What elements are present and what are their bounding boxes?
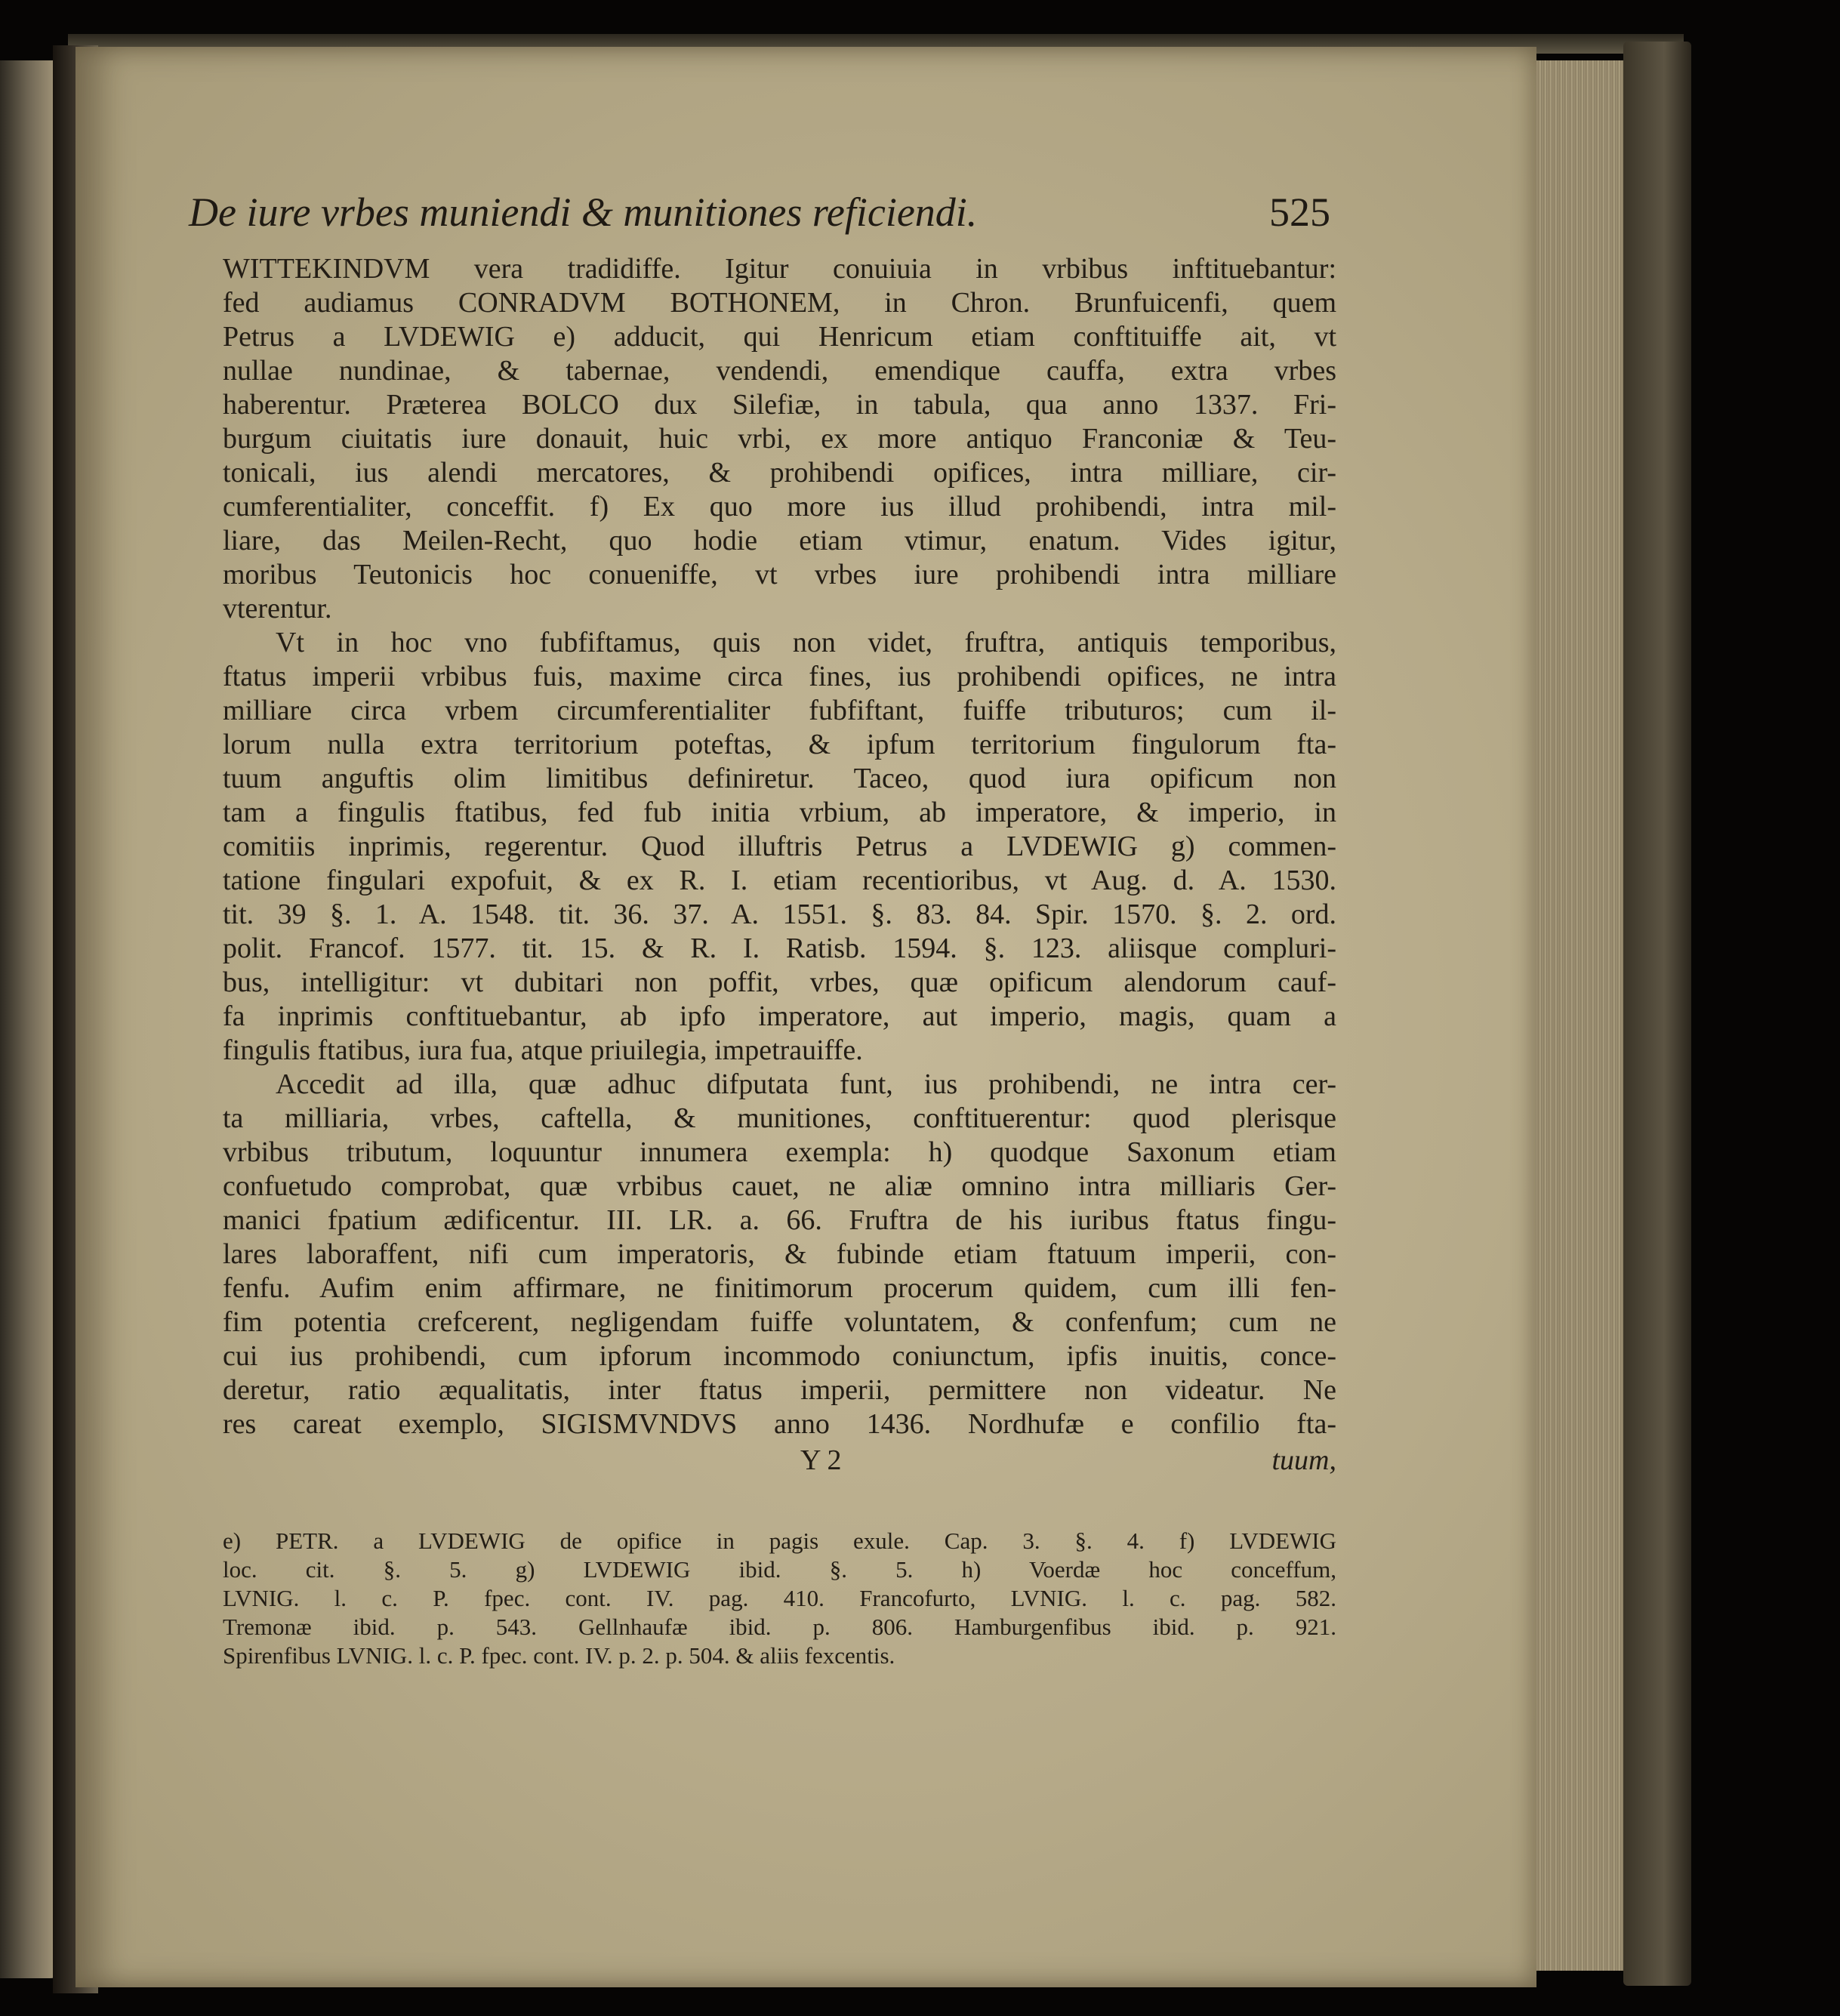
text-line: manici fpatium ædificentur. III. LR. a. 66. Fruftra de his iuribus ftatus fingu-	[223, 1204, 1336, 1236]
text-line: Petrus a LVDEWIG e) adducit, qui Henricum etiam conftituiffe ait, vt	[223, 321, 1336, 353]
catchword: tuum,	[1271, 1444, 1336, 1476]
signature-mark: Y 2	[800, 1444, 842, 1476]
text-line: haberentur. Præterea BOLCO dux Silefiæ, in tabula, qua anno 1337. Fri-	[223, 389, 1336, 421]
running-head-title: De iure vrbes muniendi & munitiones reficiendi.	[189, 190, 978, 235]
text-line: tam a fingulis ftatibus, fed fub initia vrbium, ab imperatore, & imperio, in	[223, 797, 1336, 828]
text-line: bus, intelligitur: vt dubitari non poffit, vrbes, quæ opificum alendorum cauf-	[223, 966, 1336, 998]
text-line: milliare circa vrbem circumferentialiter fubfiftant, fuiffe tributuros; cum il-	[223, 695, 1336, 726]
text-line: lares laboraffent, nifi cum imperatoris, & fubinde etiam ftatuum imperii, con-	[223, 1238, 1336, 1270]
text-line: comitiis inprimis, regerentur. Quod illuftris Petrus a LVDEWIG g) commen-	[223, 831, 1336, 862]
page-number: 525	[1269, 190, 1330, 235]
signature-line	[223, 1444, 1336, 1477]
text-line: tit. 39 §. 1. A. 1548. tit. 36. 37. A. 1551. §. 83. 84. Spir. 1570. §. 2. ord.	[223, 899, 1336, 930]
text-line: polit. Francof. 1577. tit. 15. & R. I. Ratisb. 1594. §. 123. aliisque compluri-	[223, 932, 1336, 964]
text-line: fim potentia crefcerent, negligendam fuiffe voluntatem, & confenfum; cum ne	[223, 1306, 1336, 1338]
running-head	[189, 189, 1351, 236]
paragraph-start-line: Accedit ad illa, quæ adhuc difputata funt, ius prohibendi, ne intra cer-	[276, 1068, 1336, 1100]
paragraph-start-line: Vt in hoc vno fubfiftamus, quis non videt, fruftra, antiquis temporibus,	[276, 627, 1336, 658]
text-line: lorum nulla extra territorium poteftas, & ipfum territorium fingulorum fta-	[223, 729, 1336, 760]
text-line: tuum anguftis olim limitibus definiretur. Taceo, quod iura opificum non	[223, 763, 1336, 794]
text-line: fa inprimis conftituebantur, ab ipfo imperatore, aut imperio, magis, quam a	[223, 1000, 1336, 1032]
text-line: liare, das Meilen-Recht, quo hodie etiam vtimur, enatum. Vides igitur,	[223, 525, 1336, 556]
text-line: cumferentialiter, conceffit. f) Ex quo more ius illud prohibendi, intra mil-	[223, 491, 1336, 522]
footnote-line: LVNIG. l. c. P. fpec. cont. IV. pag. 410. Francofurto, LVNIG. l. c. pag. 582.	[223, 1585, 1336, 1611]
text-line: burgum ciuitatis iure donauit, huic vrbi, ex more antiquo Franconiæ & Teu-	[223, 423, 1336, 455]
footnote-line: Spirenfibus LVNIG. l. c. P. fpec. cont. IV. p. 2. p. 504. & aliis fexcentis.	[223, 1642, 895, 1669]
text-line: ta milliaria, vrbes, caftella, & munitiones, conftituerentur: quod plerisque	[223, 1102, 1336, 1134]
book-page	[76, 47, 1536, 1987]
text-line: tonicali, ius alendi mercatores, & prohibendi opifices, intra milliare, cir-	[223, 457, 1336, 489]
text-line: res careat exemplo, SIGISMVNDVS anno 1436. Nordhufæ e confilio fta-	[223, 1408, 1336, 1440]
footnote-line: e) PETR. a LVDEWIG de opifice in pagis exule. Cap. 3. §. 4. f) LVDEWIG	[223, 1527, 1336, 1554]
text-line: confuetudo comprobat, quæ vrbibus cauet, ne aliæ omnino intra milliaris Ger-	[223, 1170, 1336, 1202]
footnote-line: loc. cit. §. 5. g) LVDEWIG ibid. §. 5. h) Voerdæ hoc conceffum,	[223, 1556, 1336, 1583]
text-line: vterentur.	[223, 593, 332, 624]
text-line: vrbibus tributum, loquuntur innumera exempla: h) quodque Saxonum etiam	[223, 1136, 1336, 1168]
text-line: moribus Teutonicis hoc conueniffe, vt vrbes iure prohibendi intra milliare	[223, 559, 1336, 590]
footnote-line: Tremonæ ibid. p. 543. Gellnhaufæ ibid. p. 806. Hamburgenfibus ibid. p. 921.	[223, 1614, 1336, 1640]
back-cover-edge	[1623, 42, 1691, 1986]
text-line: WITTEKINDVM vera tradidiffe. Igitur conuiuia in vrbibus inftituebantur:	[223, 253, 1336, 285]
text-line: deretur, ratio æqualitatis, inter ftatus imperii, permittere non videatur. Ne	[223, 1374, 1336, 1406]
text-line: tatione fingulari expofuit, & ex R. I. etiam recentioribus, vt Aug. d. A. 1530.	[223, 865, 1336, 896]
text-line: ftatus imperii vrbibus fuis, maxime circa fines, ius prohibendi opifices, ne intra	[223, 661, 1336, 692]
text-line: nullae nundinae, & tabernae, vendendi, emendique cauffa, extra vrbes	[223, 355, 1336, 387]
text-line: cui ius prohibendi, cum ipforum incommodo coniunctum, ipfis inuitis, conce-	[223, 1340, 1336, 1372]
text-line: fenfu. Aufim enim affirmare, ne finitimorum procerum quidem, cum illi fen-	[223, 1272, 1336, 1304]
text-line: fed audiamus CONRADVM BOTHONEM, in Chron. Brunfuicenfi, quem	[223, 287, 1336, 319]
text-line: fingulis ftatibus, iura fua, atque priuilegia, impetrauiffe.	[223, 1034, 863, 1066]
